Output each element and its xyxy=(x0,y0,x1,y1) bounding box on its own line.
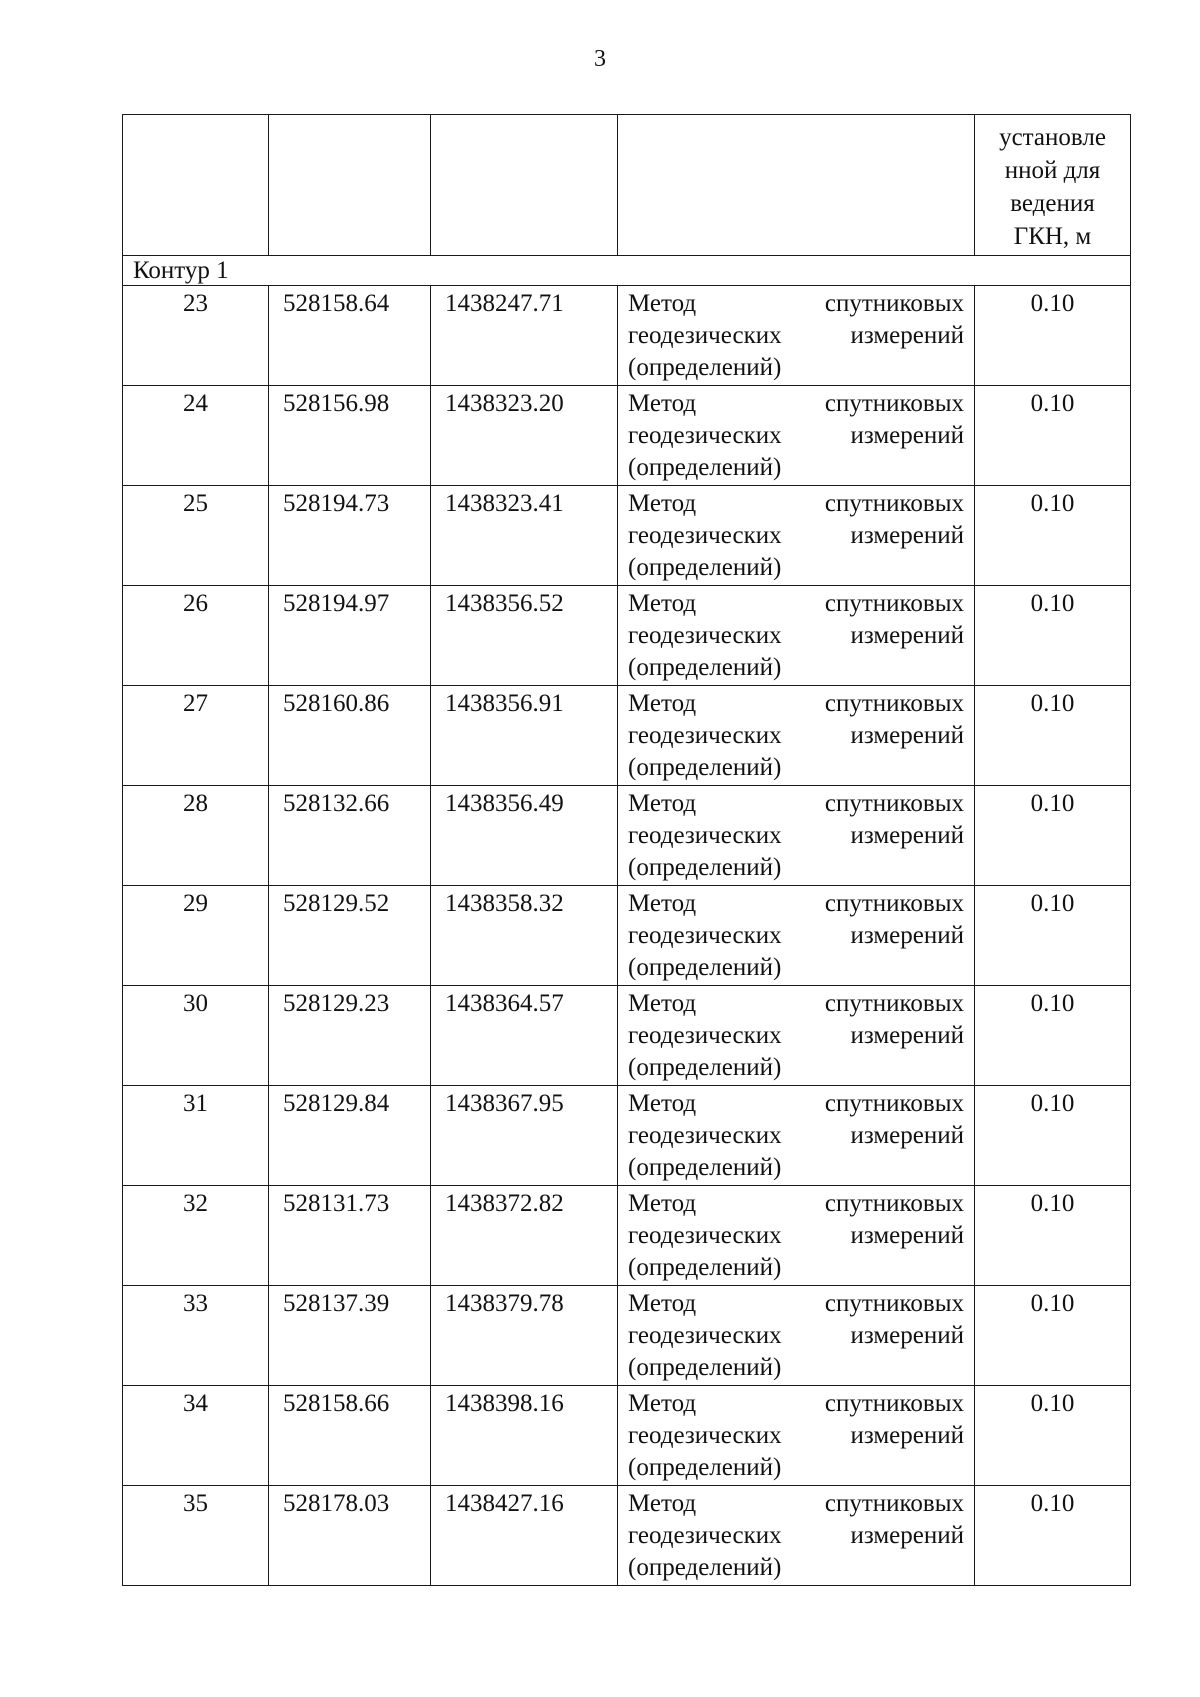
method-cell xyxy=(618,1486,975,1586)
method-word: спутниковых xyxy=(824,1490,964,1517)
precision-value: 0.10 xyxy=(975,986,1131,1086)
method-word: спутниковых xyxy=(824,890,964,917)
method-cell xyxy=(618,1186,975,1286)
table-row xyxy=(123,1486,1131,1586)
coordinate-x: 528131.73 xyxy=(269,1186,431,1286)
table-row xyxy=(123,386,1131,486)
method-word: (определений) xyxy=(628,754,782,781)
coordinate-x: 528194.73 xyxy=(269,486,431,586)
method-cell xyxy=(618,686,975,786)
point-number: 24 xyxy=(123,386,269,486)
table-row xyxy=(123,1186,1131,1286)
method-word: измерений xyxy=(850,1222,964,1249)
method-word: измерений xyxy=(850,322,964,349)
table-row xyxy=(123,1086,1131,1186)
header-precision-line: ГКН, м xyxy=(1013,223,1092,250)
coordinate-y: 1438323.41 xyxy=(431,486,618,586)
coordinate-x: 528158.64 xyxy=(269,286,431,386)
method-word: геодезических xyxy=(628,522,782,549)
method-cell xyxy=(618,386,975,486)
coordinate-y: 1438364.57 xyxy=(431,986,618,1086)
method-word: Метод xyxy=(628,790,697,817)
coordinate-y: 1438356.91 xyxy=(431,686,618,786)
coordinate-x: 528132.66 xyxy=(269,786,431,886)
method-word: (определений) xyxy=(628,1254,782,1281)
precision-value: 0.10 xyxy=(975,886,1131,986)
method-word: Метод xyxy=(628,590,697,617)
method-word: спутниковых xyxy=(824,590,964,617)
table-row xyxy=(123,886,1131,986)
method-word: (определений) xyxy=(628,854,782,881)
table-row xyxy=(123,686,1131,786)
method-cell xyxy=(618,786,975,886)
method-word: спутниковых xyxy=(824,490,964,517)
method-word: Метод xyxy=(628,1490,697,1517)
contour-row xyxy=(123,256,1131,286)
method-cell xyxy=(618,986,975,1086)
method-word: измерений xyxy=(850,1322,964,1349)
method-word: измерений xyxy=(850,722,964,749)
point-number: 30 xyxy=(123,986,269,1086)
coordinate-x: 528137.39 xyxy=(269,1286,431,1386)
method-word: измерений xyxy=(850,422,964,449)
method-word: геодезических xyxy=(628,622,782,649)
method-word: измерений xyxy=(850,1122,964,1149)
point-number: 27 xyxy=(123,686,269,786)
point-number: 25 xyxy=(123,486,269,586)
method-word: геодезических xyxy=(628,722,782,749)
coordinate-y: 1438427.16 xyxy=(431,1486,618,1586)
header-precision-line: нной для xyxy=(1004,157,1101,184)
table-header-row xyxy=(123,115,1131,256)
table-row xyxy=(123,986,1131,1086)
coordinate-y: 1438379.78 xyxy=(431,1286,618,1386)
point-number: 31 xyxy=(123,1086,269,1186)
point-number: 32 xyxy=(123,1186,269,1286)
method-word: геодезических xyxy=(628,1522,782,1549)
table-row xyxy=(123,786,1131,886)
coordinate-y: 1438358.32 xyxy=(431,886,618,986)
method-word: геодезических xyxy=(628,1422,782,1449)
point-number: 28 xyxy=(123,786,269,886)
precision-value: 0.10 xyxy=(975,486,1131,586)
method-word: спутниковых xyxy=(824,1090,964,1117)
point-number: 26 xyxy=(123,586,269,686)
coordinate-x: 528158.66 xyxy=(269,1386,431,1486)
method-cell xyxy=(618,1386,975,1486)
precision-value: 0.10 xyxy=(975,1186,1131,1286)
method-word: (определений) xyxy=(628,354,782,381)
point-number: 23 xyxy=(123,286,269,386)
method-word: (определений) xyxy=(628,654,782,681)
method-word: Метод xyxy=(628,1090,697,1117)
method-cell xyxy=(618,1086,975,1186)
method-word: геодезических xyxy=(628,1322,782,1349)
method-word: Метод xyxy=(628,390,697,417)
coordinate-x: 528178.03 xyxy=(269,1486,431,1586)
method-word: (определений) xyxy=(628,1454,782,1481)
coordinate-x: 528160.86 xyxy=(269,686,431,786)
precision-value: 0.10 xyxy=(975,1086,1131,1186)
method-word: спутниковых xyxy=(824,1190,964,1217)
table-row xyxy=(123,1386,1131,1486)
coordinate-x: 528129.84 xyxy=(269,1086,431,1186)
method-word: Метод xyxy=(628,990,697,1017)
header-cell-method xyxy=(618,115,975,256)
precision-value: 0.10 xyxy=(975,1486,1131,1586)
precision-value: 0.10 xyxy=(975,286,1131,386)
coordinate-x: 528129.23 xyxy=(269,986,431,1086)
header-cell-num xyxy=(123,115,269,256)
coordinate-x: 528129.52 xyxy=(269,886,431,986)
method-word: геодезических xyxy=(628,822,782,849)
header-cell-precision xyxy=(975,115,1131,256)
coordinate-x: 528156.98 xyxy=(269,386,431,486)
method-word: спутниковых xyxy=(824,790,964,817)
method-word: Метод xyxy=(628,490,697,517)
precision-value: 0.10 xyxy=(975,386,1131,486)
method-word: (определений) xyxy=(628,1554,782,1581)
method-word: (определений) xyxy=(628,1054,782,1081)
method-cell xyxy=(618,886,975,986)
method-word: (определений) xyxy=(628,454,782,481)
method-word: Метод xyxy=(628,290,697,317)
method-word: (определений) xyxy=(628,554,782,581)
method-word: Метод xyxy=(628,1190,697,1217)
header-cell-x xyxy=(269,115,431,256)
method-word: измерений xyxy=(850,922,964,949)
method-word: геодезических xyxy=(628,1022,782,1049)
table-row xyxy=(123,1286,1131,1386)
point-number: 34 xyxy=(123,1386,269,1486)
table-row xyxy=(123,586,1131,686)
method-word: спутниковых xyxy=(824,1290,964,1317)
point-number: 35 xyxy=(123,1486,269,1586)
method-word: измерений xyxy=(850,622,964,649)
coordinate-y: 1438323.20 xyxy=(431,386,618,486)
method-word: измерений xyxy=(850,1522,964,1549)
method-word: Метод xyxy=(628,1290,697,1317)
method-word: (определений) xyxy=(628,954,782,981)
method-word: спутниковых xyxy=(824,990,964,1017)
method-word: спутниковых xyxy=(824,390,964,417)
coordinate-y: 1438356.52 xyxy=(431,586,618,686)
method-word: Метод xyxy=(628,690,697,717)
method-cell xyxy=(618,1286,975,1386)
method-word: спутниковых xyxy=(824,1390,964,1417)
method-word: спутниковых xyxy=(824,690,964,717)
method-word: Метод xyxy=(628,890,697,917)
precision-value: 0.10 xyxy=(975,1286,1131,1386)
coordinates-table xyxy=(122,114,1131,1586)
precision-value: 0.10 xyxy=(975,686,1131,786)
method-cell xyxy=(618,586,975,686)
header-precision-line: ведения xyxy=(1010,190,1095,217)
method-word: измерений xyxy=(850,1422,964,1449)
coordinate-y: 1438398.16 xyxy=(431,1386,618,1486)
method-word: геодезических xyxy=(628,422,782,449)
header-cell-y xyxy=(431,115,618,256)
table-row xyxy=(123,286,1131,386)
method-word: геодезических xyxy=(628,322,782,349)
contour-label: Контур 1 xyxy=(123,256,1131,286)
method-word: (определений) xyxy=(628,1354,782,1381)
method-word: (определений) xyxy=(628,1154,782,1181)
table-row xyxy=(123,486,1131,586)
header-precision-line: установле xyxy=(999,124,1106,151)
coordinate-x: 528194.97 xyxy=(269,586,431,686)
method-cell xyxy=(618,486,975,586)
method-word: измерений xyxy=(850,1022,964,1049)
coordinate-y: 1438372.82 xyxy=(431,1186,618,1286)
method-word: геодезических xyxy=(628,1222,782,1249)
method-word: измерений xyxy=(850,822,964,849)
method-word: геодезических xyxy=(628,1122,782,1149)
precision-value: 0.10 xyxy=(975,786,1131,886)
method-word: Метод xyxy=(628,1390,697,1417)
method-word: спутниковых xyxy=(824,290,964,317)
method-cell xyxy=(618,286,975,386)
coordinate-y: 1438367.95 xyxy=(431,1086,618,1186)
method-word: геодезических xyxy=(628,922,782,949)
coordinate-y: 1438247.71 xyxy=(431,286,618,386)
coordinate-y: 1438356.49 xyxy=(431,786,618,886)
method-word: измерений xyxy=(850,522,964,549)
point-number: 29 xyxy=(123,886,269,986)
point-number: 33 xyxy=(123,1286,269,1386)
precision-value: 0.10 xyxy=(975,586,1131,686)
precision-value: 0.10 xyxy=(975,1386,1131,1486)
page-number: 3 xyxy=(594,46,606,72)
